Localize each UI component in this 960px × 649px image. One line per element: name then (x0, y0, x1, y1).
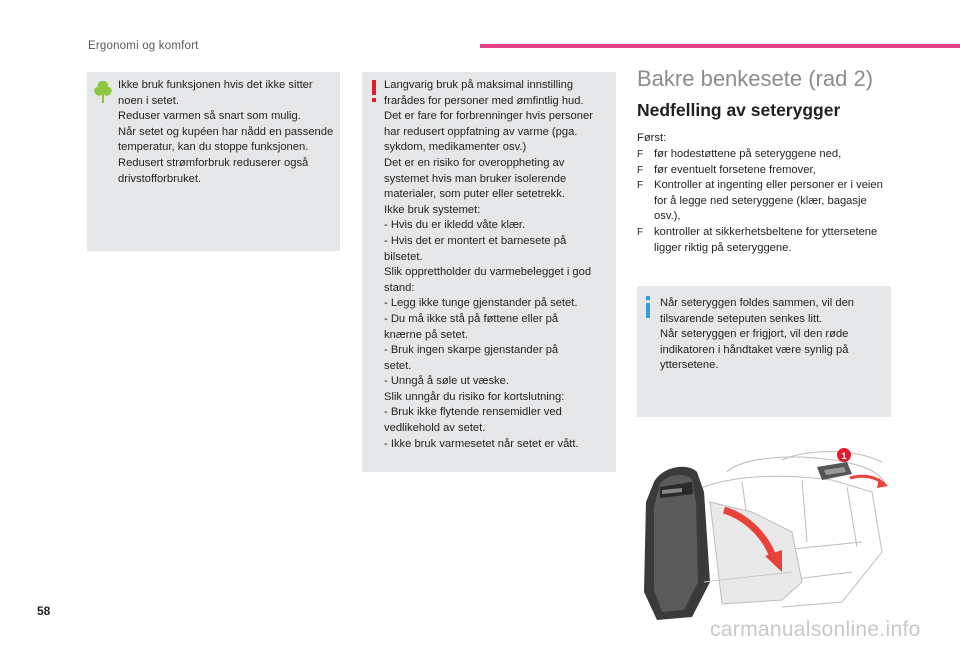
bullet-glyph: F (637, 149, 644, 160)
step-text: før eventuelt forsetene fremover, (654, 163, 816, 176)
info-icon (644, 296, 652, 318)
list-item (637, 178, 887, 225)
exclamation-icon (369, 79, 379, 103)
list-item (637, 147, 887, 163)
step-text: kontroller at sikkerhetsbeltene for yttersetene ligger riktig på seteryggene. (654, 225, 878, 254)
page-number: 58 (37, 604, 51, 618)
section-header: Ergonomi og komfort (88, 40, 199, 52)
header-accent-bar (480, 44, 960, 48)
step-text: før hodestøttene på seteryggene ned, (654, 148, 842, 160)
subsection-title: Nedfelling av seterygger (637, 100, 841, 120)
list-item (637, 225, 887, 256)
bullet-glyph: F (637, 164, 644, 176)
warning-text: Langvarig bruk på maksimal innstilling frarådes for personer med ømfintlig hud. Det er fare for forbrenninger hvis personer har redusert oppfatning av varme (pga. sykdom, medikamenter osv.) Det er en risiko for overoppheting av systemet hvis man bruker isolerende materialer, som puter eller setetrekk. Ikke bruk systemet: - Hvis du er ikledd våte klær. - Hvis det er montert et barnesete på bilsetet. Slik opprettholder du varmebelegget i god stand: - Legg ikke tunge gjenstander på setet. - Du må ikke stå på føttene eller på knærne på setet. - Bruk ingen skarpe gjenstander på setet. - Unngå å søle ut væske. Slik unngår du risiko for kortslutning: - Bruk ikke flytende rensemidler ved vedlikehold av setet. - Ikke bruk varmesetet når setet er vått. (384, 79, 593, 450)
steps-intro: Først: (637, 132, 667, 144)
steps-list (637, 147, 887, 256)
callout-number: 1 (841, 451, 847, 461)
bullet-glyph: F (637, 180, 644, 192)
eco-tip-text: Ikke bruk funksjonen hvis det ikke sitter noen i setet. Reduser varmen så snart som mulig. Når setet og kupéen har nådd en passende temperatur, kan du stoppe funksjonen. Redusert strømforbruk reduserer også drivstofforbruket. (118, 79, 334, 185)
info-text: Når seteryggen foldes sammen, vil den tilsvarende seteputen senkes litt. Når seteryggen er frigjort, vil den røde indikatoren i håndtaket være synlig på yttersetene. (660, 297, 855, 372)
leaf-tree-icon (93, 80, 113, 104)
step-text: Kontroller at ingenting eller personer er i veien for å legge ned seteryggene (klær, bagasje osv.), (654, 179, 883, 223)
watermark: carmanualsonline.info (710, 618, 921, 641)
bullet-glyph: F (637, 226, 644, 238)
list-item (637, 163, 887, 179)
section-title: Bakre benkesete (rad 2) (637, 66, 874, 91)
seat-folding-illustration (632, 432, 894, 624)
